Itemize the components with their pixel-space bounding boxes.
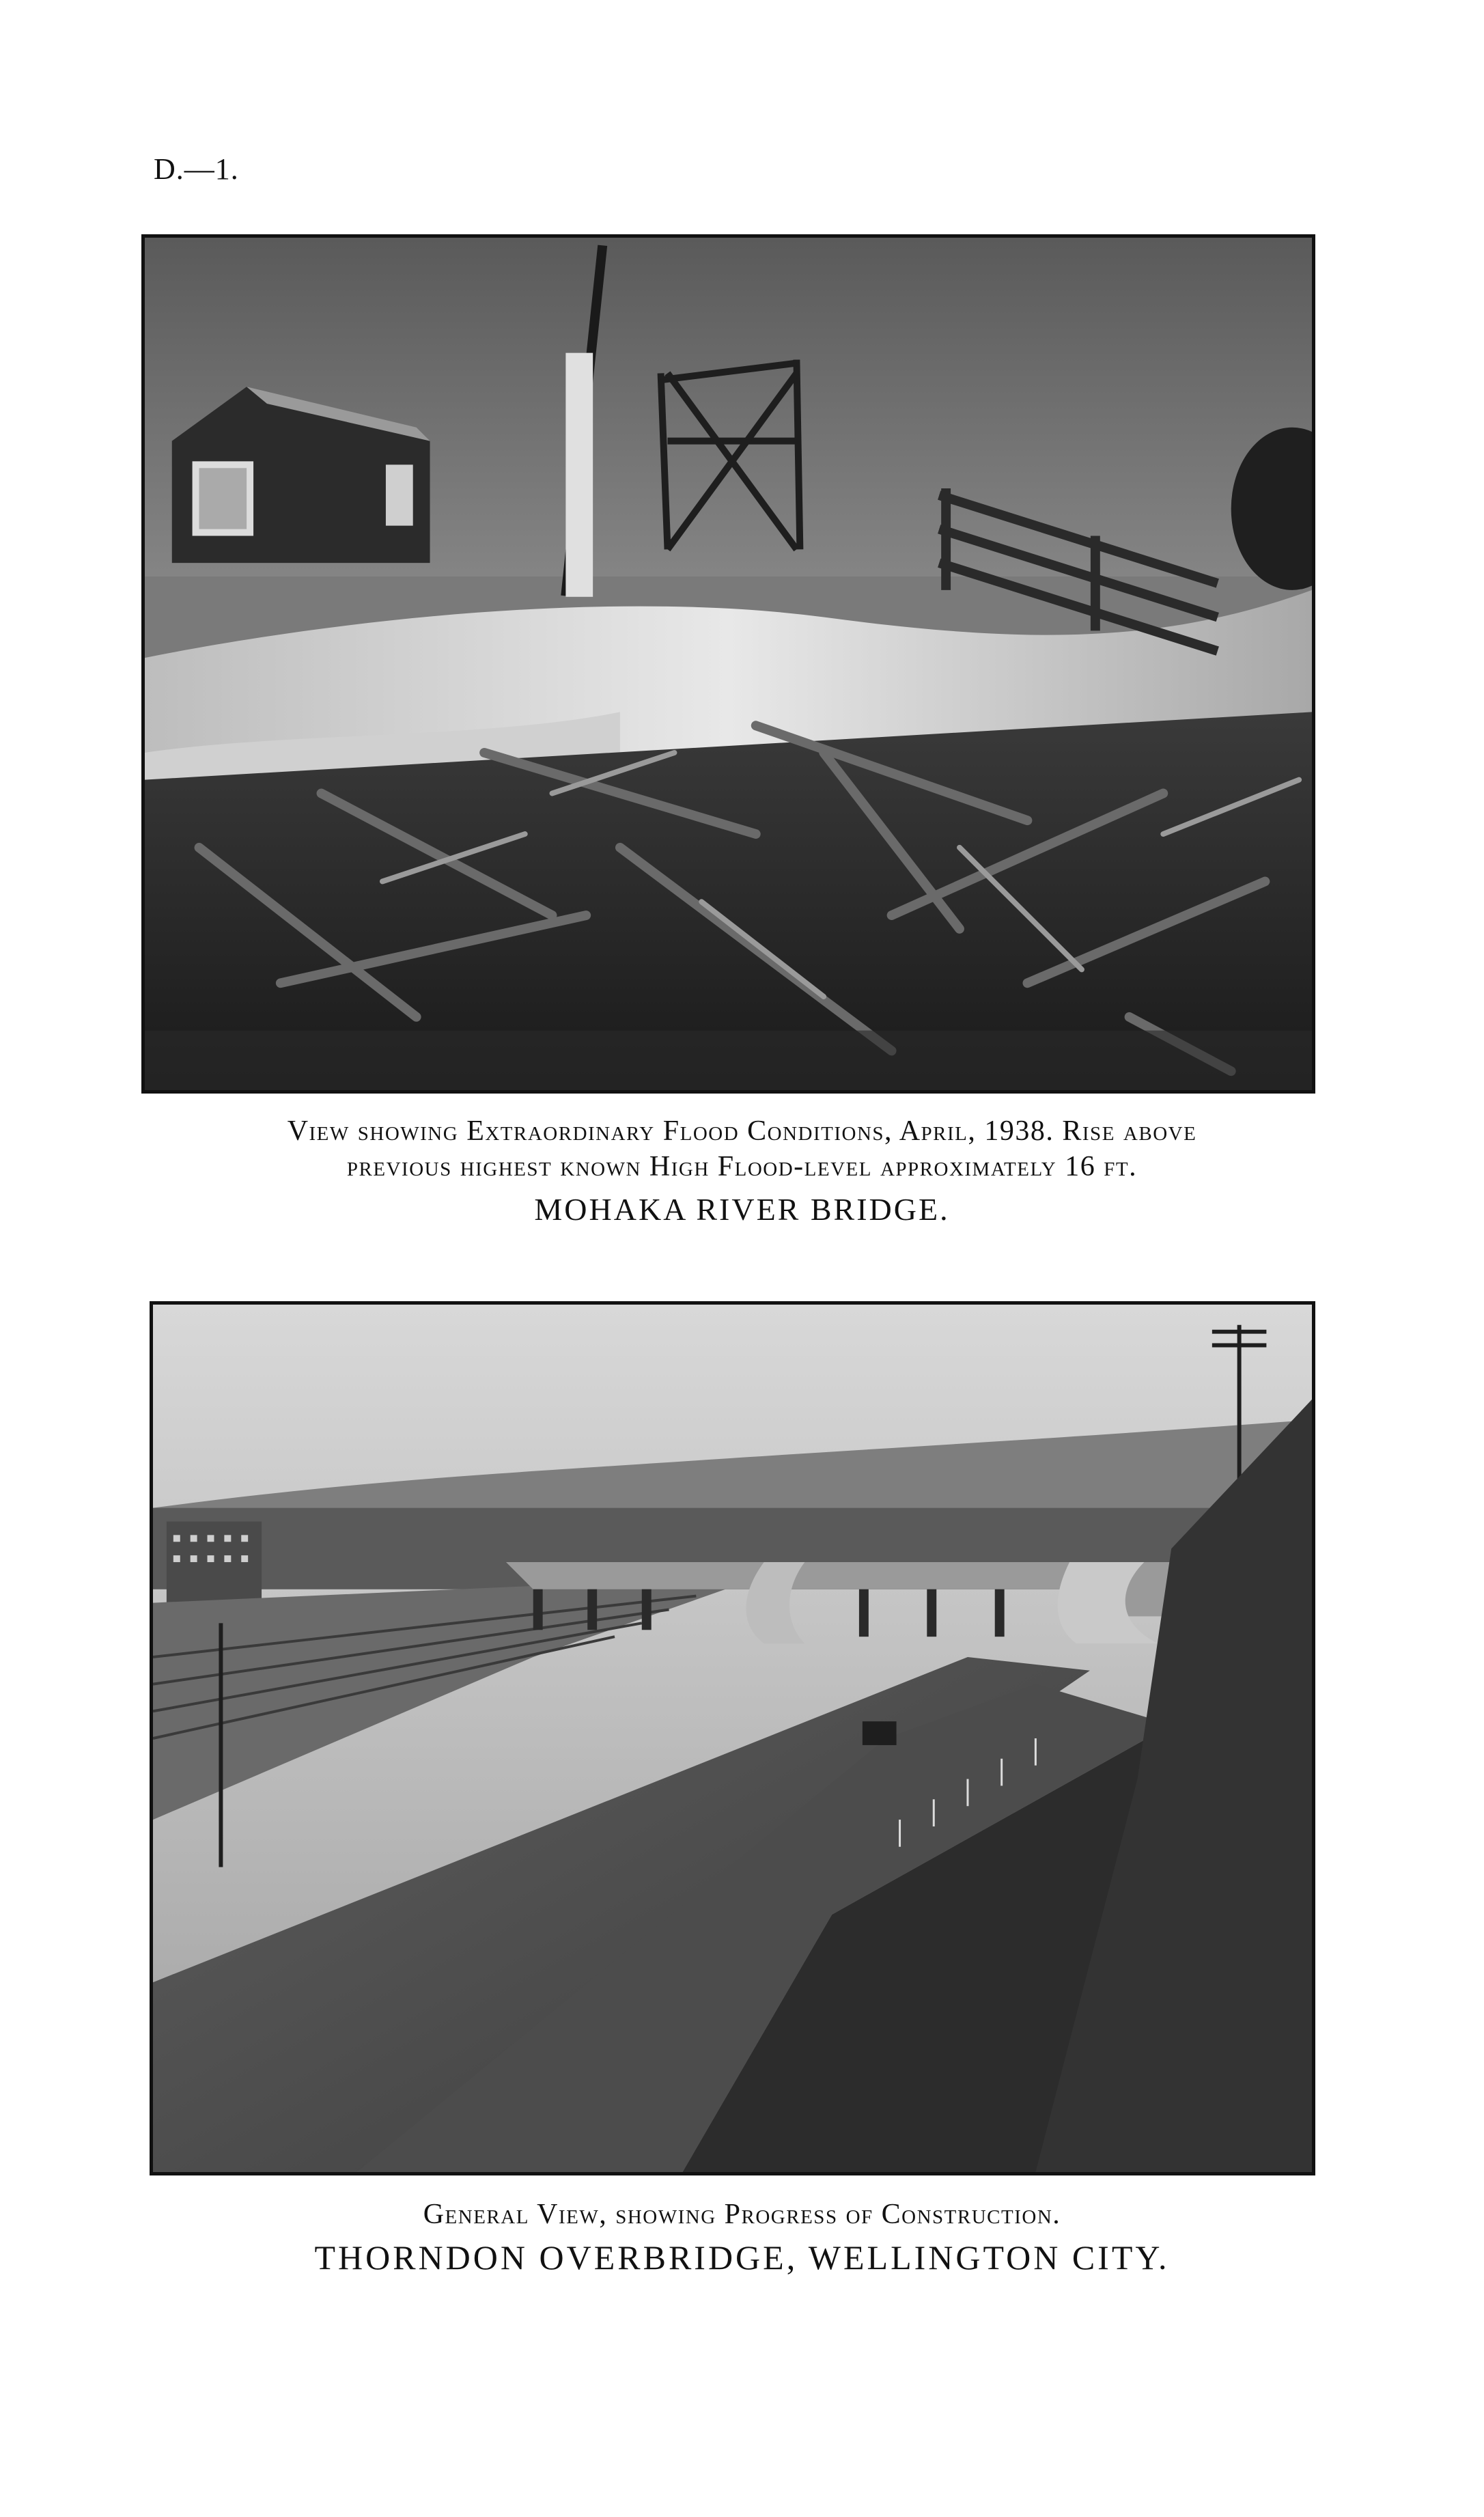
flood-caption-line-2: previous highest known High Flood-level approximately 16 ft.: [346, 1151, 1138, 1182]
flood-figure-title: MOHAKA RIVER BRIDGE.: [534, 1192, 950, 1227]
overbridge-caption: General View, showing Progress of Construction.: [423, 2199, 1061, 2230]
overbridge-figure-title: THORNDON OVERBRIDGE, WELLINGTON CITY.: [314, 2238, 1170, 2277]
overbridge-photograph: [150, 1301, 1315, 2175]
flood-photograph: [141, 234, 1315, 1094]
overbridge-photo-illustration: [153, 1305, 1312, 2172]
flood-photo-illustration: [145, 238, 1312, 1090]
flood-caption-line-1: View showing Extraordinary Flood Conditions, April, 1938. Rise above: [287, 1115, 1197, 1147]
page-reference: D.—1.: [154, 152, 239, 186]
